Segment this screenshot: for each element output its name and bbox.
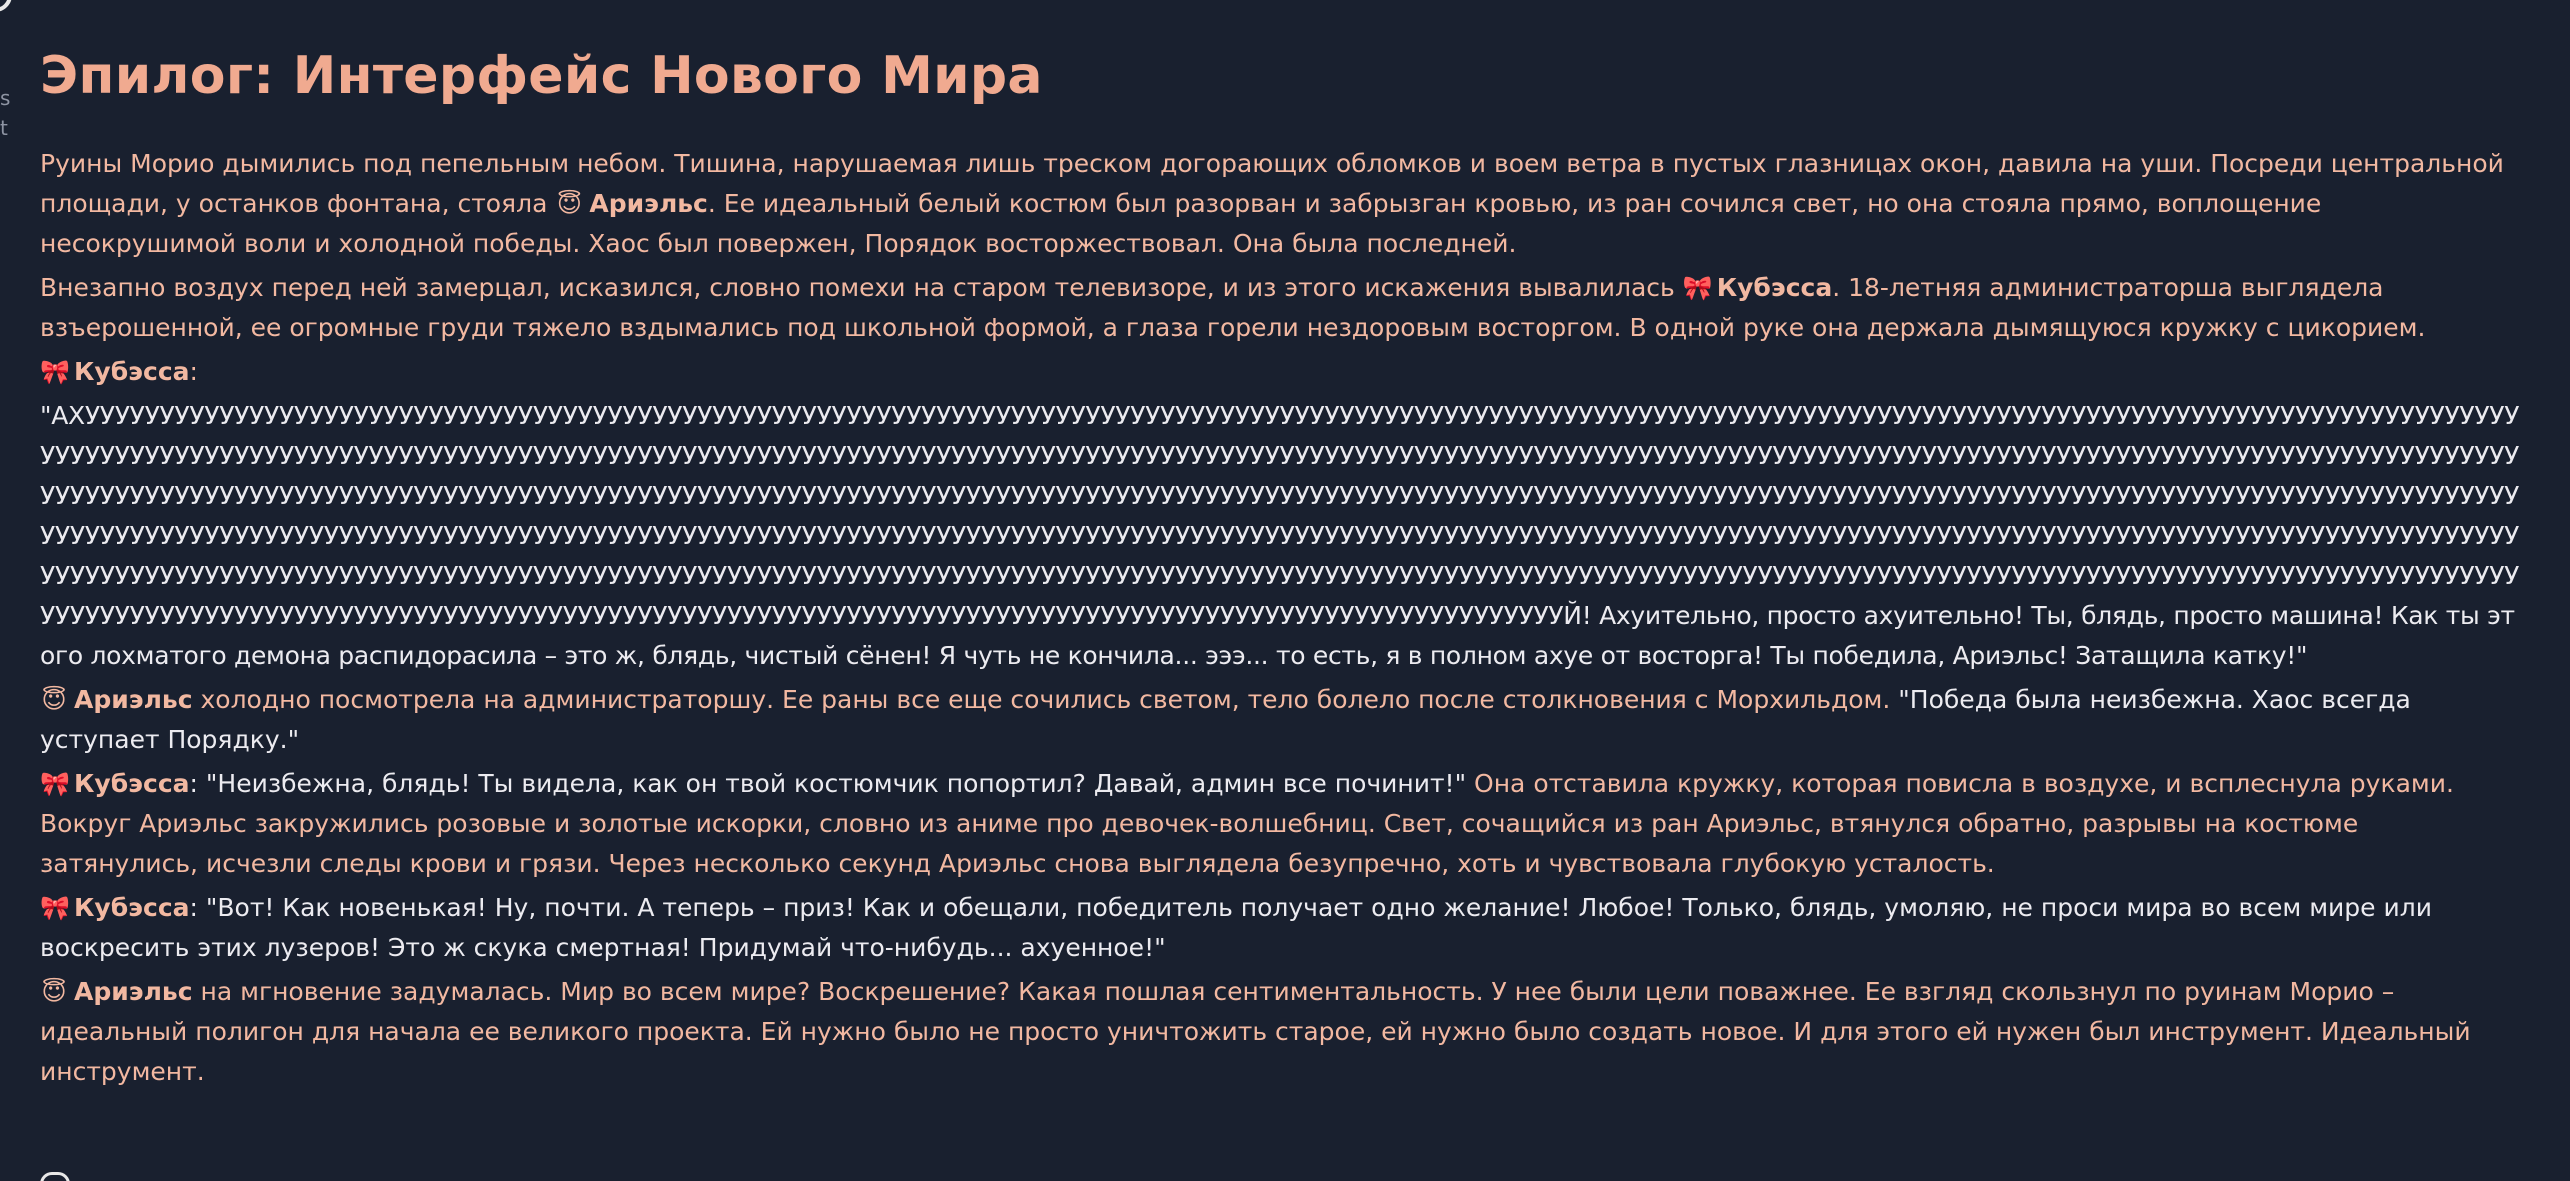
sidebar-edge — [0, 0, 16, 160]
story-paragraph — [40, 972, 2520, 1092]
narration-text: . 18-летняя администраторша выглядела взъерошенной, ее огромные груди тяжело вздымались под школьной формой, а глаза горели нездоровым восторгом. В одной руке она держала дымящуюся кружку с цикорием. — [40, 273, 2426, 342]
character-name-ariels: Ариэльс — [74, 685, 193, 714]
story-paragraph — [40, 764, 2520, 884]
page-title: Эпилог: Интерфейс Нового Мира — [40, 46, 1043, 106]
halo-face-icon: 😇 — [556, 190, 582, 218]
story-content — [40, 40, 2520, 1096]
character-name-ariels: Ариэльс — [74, 977, 193, 1006]
narration-text: Она отставила кружку, которая повисла в воздухе, и всплеснула руками. Вокруг Ариэльс закружились розовые и золотые искорки, словно из аниме про девочек-волшебниц. Свет, сочащийся из ран Ариэльс, втянулся обратно, разрывы на костюме затянулись, исчезли следы крови и грязи. Через несколько секунд Ариэльс снова выглядела безупречно, хоть и чувствовала глубокую усталость. — [40, 769, 2454, 878]
ribbon-icon: 🎀 — [40, 358, 70, 386]
speaker-colon: : — [189, 357, 198, 386]
dialogue-quote: "АХУУУУУУУУУУУУУУУУУУУУУУУУУУУУУУУУУУУУУУУУУУУУУУУУУУУУУУУУУУУУУУУУУУУУУУУУУУУУУУУУУУУУУУУУУУУУУУУУУУУУУУУУУУУУУУУУУУУУУУУУУУУУУУУУУУУУУУУУУУУУУУУУУУУУУУУУУУУУУУУУУУУУУУУУУУУУУУУУУУУУУУУУУУУУУУУУУУУУУУУУУУУУУУУУУУУУУУУУУУУУУУУУУУУУУУУУУУУУУУУУУУУУУУУУУУУУУУУУУУУУУУУУУУУУУУУУУУУУУУУУУУУУУУУУУУУУУУУУУУУУУУУУУУУУУУУУУУУУУУУУУУУУУУУУУУУУУУУУУУУУУУУУУУУУУУУУУУУУУУУУУУУУУУУУУУУУУУУУУУУУУУУУУУУУУУУУУУУУУУУУУУУУУУУУУУУУУУУУУУУУУУУУУУУУУУУУУУУУУУУУУУУУУУУУУУУУУУУУУУУУУУУУУУУУУУУУУУУУУУУУУУУУУУУУУУУУУУУУУУУУУУУУУУУУУУУУУУУУУУУУУУУУУУУУУУУУУУУУУУУУУУУУУУУУУУУУУУУУУУУУУУУУУУУУУУУУУУУУУУУУУУУУУУУУУУУУУУУУУУУУУУУУУУУУУУУУУУУУУУУУУУУУУУУУУУУУУУУУУУУУУУУУУУУУУУУУУУУУУУУУУУУУУУУУУУУУУУУУУУУУУУУУУУУУУУУУУУУУУУУУУУУУУУУУУУУУУУУУУУУУУУУУУУУУУУУУУУУУУУУУУУУУУУУУУУУУУУУУУУУУУУУУУУУУУУУУУУУУУУУУУУУУУУУУУУУУУУУУУУУУУУУУУУУУУУУУУУУУУУУУУУУУУУУУУУУУУУУУУУУУУУУУУУУУУУУУУУУУУУУУУУУУУУУУУУУУУУУУУУУУУУУУУУУУУУУУУУУУУУУУУУУУУУУУУУУУУУУУУУУУУУУУУУУУУЙ! Ахуительно, просто ахуительно! Ты, блядь, просто машина! Как ты этого лохматого демона распидорасила – это ж, блядь, чистый сёнен! Я чуть не кончила... эээ... то есть, я в полном ахуе от восторга! Ты победила, Ариэльс! Затащила катку!" — [40, 401, 2520, 670]
dialogue-speaker — [40, 352, 2520, 392]
story-paragraph — [40, 268, 2520, 348]
story-paragraph — [40, 888, 2520, 968]
dialogue-speech: "Неизбежна, блядь! Ты видела, как он твой костюмчик попортил? Давай, админ все починит!" — [205, 769, 1467, 798]
ribbon-icon: 🎀 — [40, 770, 70, 798]
avatar[interactable] — [0, 0, 12, 12]
dialogue-speech: "Победа была неизбежна. Хаос всегда уступает Порядку." — [40, 685, 2411, 754]
character-name-kubessa: Кубэсса — [1716, 273, 1833, 302]
character-name-kubessa: Кубэсса — [74, 893, 190, 922]
character-name-kubessa: Кубэсса — [74, 769, 190, 798]
speaker-colon: : — [189, 893, 206, 922]
ribbon-icon: 🎀 — [40, 894, 70, 922]
narration-text: на мгновение задумалась. Мир во всем мире? Воскрешение? Какая пошлая сентиментальность. У нее были цели поважнее. Ее взгляд скользнул по руинам Морио – идеальный полигон для начала ее великого проекта. Ей нужно было не просто уничтожить старое, ей нужно было создать новое. И для этого ей нужен был инструмент. Идеальный инструмент. — [40, 977, 2471, 1086]
halo-face-icon: 😇 — [41, 978, 67, 1006]
halo-face-icon: 😇 — [41, 686, 67, 714]
story-paragraph — [40, 144, 2520, 264]
narration-text: холодно посмотрела на администраторшу. Ее раны все еще сочились светом, тело болело после столкновения с Морхильдом. — [192, 685, 1899, 714]
next-message-avatar-fragment — [40, 1172, 70, 1181]
dialogue-speech: "Вот! Как новенькая! Ну, почти. А теперь – приз! Как и обещали, победитель получает одно желание! Любое! Только, блядь, умоляю, не проси мира во всем мире или воскресить этих лузеров! Это ж скука смертная! Придумай что-нибудь... ахуенное!" — [40, 893, 2432, 962]
story-paragraph — [40, 680, 2520, 760]
narration-text: Внезапно воздух перед ней замерцал, исказился, словно помехи на старом телевизоре, и из этого искажения вывалилась — [40, 273, 1683, 302]
narration-text: . Ее идеальный белый костюм был разорван и забрызган кровью, из ран сочился свет, но она стояла прямо, воплощение несокрушимой воли и холодной победы. Хаос был повержен, Порядок восторжествовал. Она была последней. — [40, 189, 2322, 258]
sidebar-text-fragment: s — [0, 86, 11, 110]
character-name-kubessa: Кубэсса — [74, 357, 190, 386]
speaker-colon: : — [189, 769, 206, 798]
narration-text: Руины Морио дымились под пепельным небом. Тишина, нарушаемая лишь треском догорающих обломков и воем ветра в пустых глазницах окон, давила на уши. Посреди центральной площади, у останков фонтана, стояла — [40, 149, 2504, 218]
sidebar-text-fragment: t — [0, 116, 8, 140]
character-name-ariels: Ариэльс — [589, 189, 708, 218]
ribbon-icon: 🎀 — [1682, 274, 1713, 302]
